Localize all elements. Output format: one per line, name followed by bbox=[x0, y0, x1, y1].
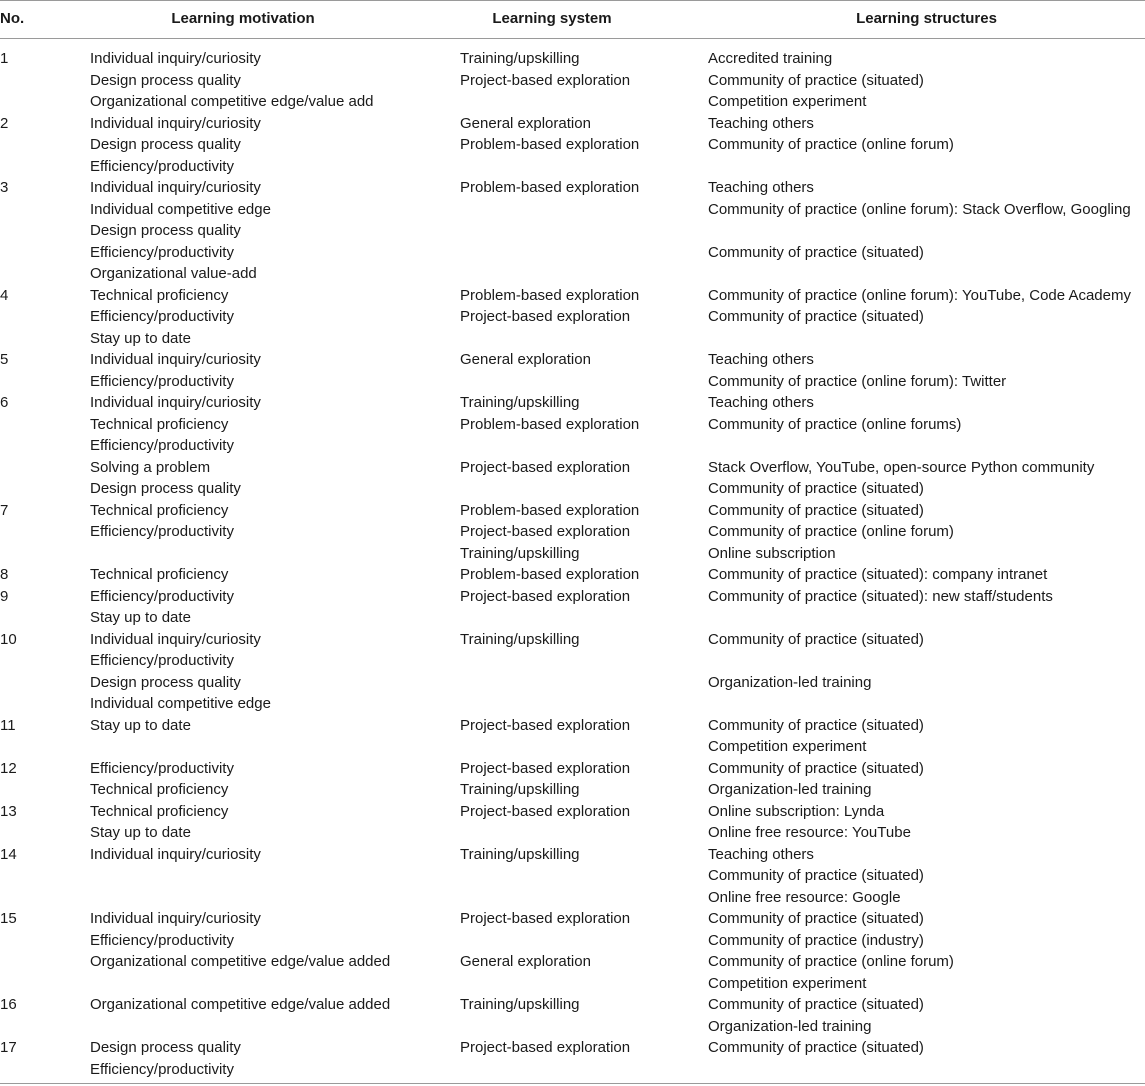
table-row bbox=[0, 113, 1145, 178]
cell-structures bbox=[708, 349, 1145, 392]
cell-line: Community of practice (situated) bbox=[708, 71, 924, 89]
cell-system bbox=[460, 177, 708, 285]
cell-line: General exploration bbox=[460, 953, 591, 970]
table-row bbox=[0, 801, 1145, 844]
table-row bbox=[0, 715, 1145, 758]
cell-line: Community of practice (situated) bbox=[708, 308, 924, 325]
header-learning-system: Learning system bbox=[492, 10, 612, 27]
row-number: 4 bbox=[0, 286, 9, 304]
cell-line: Project-based exploration bbox=[460, 587, 631, 605]
table-row bbox=[0, 349, 1145, 392]
cell-structures bbox=[708, 48, 1145, 113]
cell-line: Project-based exploration bbox=[460, 308, 631, 325]
row-number: 5 bbox=[0, 351, 9, 368]
cell-line: Competition experiment bbox=[708, 974, 867, 992]
cell-motivation bbox=[90, 908, 460, 994]
cell-structures bbox=[708, 586, 1145, 629]
cell-line: Community of practice (online forum) bbox=[708, 523, 954, 540]
cell-line: Community of practice (online forum) bbox=[708, 136, 954, 153]
row-number: 10 bbox=[0, 630, 17, 648]
cell-structures bbox=[708, 844, 1145, 909]
cell-line: Project-based exploration bbox=[460, 716, 631, 734]
table-row bbox=[0, 758, 1145, 801]
cell-line: Training/upskilling bbox=[460, 394, 580, 411]
row-number: 1 bbox=[0, 50, 9, 67]
cell-line: Online free resource: YouTube bbox=[708, 824, 911, 841]
table-body bbox=[0, 48, 1145, 1080]
cell-system bbox=[460, 113, 708, 178]
row-number: 8 bbox=[0, 566, 9, 583]
cell-line: Community of practice (situated) bbox=[708, 996, 924, 1013]
cell-no bbox=[0, 715, 90, 758]
cell-system bbox=[460, 564, 708, 586]
cell-line: Stay up to date bbox=[90, 609, 191, 626]
row-number: 6 bbox=[0, 394, 9, 411]
cell-line: Community of practice (situated) bbox=[708, 480, 924, 497]
cell-system bbox=[460, 844, 708, 909]
table-row bbox=[0, 500, 1145, 565]
cell-no bbox=[0, 629, 90, 715]
cell-system bbox=[460, 1037, 708, 1080]
cell-line: Efficiency/productivity bbox=[90, 308, 234, 325]
row-number: 14 bbox=[0, 845, 17, 863]
cell-line: Project-based exploration bbox=[460, 523, 631, 540]
cell-line: Project-based exploration bbox=[460, 802, 631, 820]
cell-line: Problem-based exploration bbox=[460, 501, 640, 519]
cell-line: Problem-based exploration bbox=[460, 415, 640, 433]
cell-line: Training/upskilling bbox=[460, 845, 580, 863]
cell-line: Design process quality bbox=[90, 673, 241, 691]
cell-motivation bbox=[90, 500, 460, 565]
cell-line: Community of practice (situated) bbox=[708, 759, 924, 777]
cell-line: Community of practice (online forums) bbox=[708, 415, 962, 433]
cell-line: Community of practice (situated) bbox=[708, 501, 924, 519]
cell-line: Community of practice (situated): company intranet bbox=[708, 566, 1048, 583]
cell-motivation bbox=[90, 715, 460, 758]
cell-line: Stack Overflow, YouTube, open-source Python community bbox=[708, 458, 1095, 476]
cell-line: Teaching others bbox=[708, 845, 814, 863]
cell-line: Efficiency/productivity bbox=[90, 652, 234, 669]
cell-line: Community of practice (situated) bbox=[708, 1039, 924, 1056]
cell-line: Organizational competitive edge/value added bbox=[90, 953, 391, 970]
cell-line: Training/upskilling bbox=[460, 50, 580, 67]
cell-line: Community of practice (industry) bbox=[708, 931, 924, 949]
row-number: 7 bbox=[0, 501, 9, 519]
cell-line: Efficiency/productivity bbox=[90, 1060, 234, 1078]
cell-line: Community of practice (situated): new staff/students bbox=[708, 587, 1053, 605]
cell-line: Teaching others bbox=[708, 179, 814, 196]
cell-structures bbox=[708, 801, 1145, 844]
cell-line: Individual inquiry/curiosity bbox=[90, 394, 261, 411]
cell-line: Accredited training bbox=[708, 50, 833, 67]
cell-no bbox=[0, 113, 90, 178]
cell-motivation bbox=[90, 586, 460, 629]
cell-system bbox=[460, 908, 708, 994]
cell-line: Design process quality bbox=[90, 480, 241, 497]
header-no: No. bbox=[0, 10, 25, 27]
cell-line: Online subscription bbox=[708, 544, 836, 562]
cell-structures bbox=[708, 564, 1145, 586]
cell-line bbox=[708, 435, 1145, 457]
cell-no bbox=[0, 908, 90, 994]
cell-line: Technical proficiency bbox=[90, 566, 229, 583]
row-number: 9 bbox=[0, 587, 9, 605]
cell-line: Online free resource: Google bbox=[708, 888, 901, 906]
cell-motivation bbox=[90, 994, 460, 1037]
cell-line: Design process quality bbox=[90, 136, 241, 153]
cell-line: Individual inquiry/curiosity bbox=[90, 630, 261, 648]
table-row bbox=[0, 629, 1145, 715]
cell-line: Individual competitive edge bbox=[90, 200, 271, 218]
table-row bbox=[0, 586, 1145, 629]
cell-motivation bbox=[90, 392, 460, 500]
cell-motivation bbox=[90, 177, 460, 285]
cell-line: Project-based exploration bbox=[460, 759, 631, 777]
cell-line: Technical proficiency bbox=[90, 781, 229, 798]
cell-line: Training/upskilling bbox=[460, 544, 580, 562]
cell-line: Design process quality bbox=[90, 222, 241, 239]
cell-structures bbox=[708, 113, 1145, 178]
cell-line: Individual inquiry/curiosity bbox=[90, 910, 261, 927]
cell-system bbox=[460, 629, 708, 715]
cell-line: Training/upskilling bbox=[460, 630, 580, 648]
cell-structures bbox=[708, 994, 1145, 1037]
cell-system bbox=[460, 500, 708, 565]
cell-system bbox=[460, 801, 708, 844]
cell-line: Stay up to date bbox=[90, 329, 191, 347]
cell-system bbox=[460, 994, 708, 1037]
cell-line: Project-based exploration bbox=[460, 458, 631, 476]
cell-line: Efficiency/productivity bbox=[90, 759, 234, 777]
cell-line: Competition experiment bbox=[708, 93, 867, 110]
cell-motivation bbox=[90, 349, 460, 392]
cell-no bbox=[0, 177, 90, 285]
cell-line: Individual competitive edge bbox=[90, 695, 271, 712]
cell-line: General exploration bbox=[460, 351, 591, 368]
cell-line: Technical proficiency bbox=[90, 802, 229, 820]
cell-line: Online subscription: Lynda bbox=[708, 802, 885, 820]
cell-line: Individual inquiry/curiosity bbox=[90, 179, 261, 196]
cell-no bbox=[0, 994, 90, 1037]
cell-structures bbox=[708, 715, 1145, 758]
cell-line: Community of practice (situated) bbox=[708, 630, 924, 648]
header-learning-motivation: Learning motivation bbox=[171, 10, 315, 27]
cell-system bbox=[460, 715, 708, 758]
cell-system bbox=[460, 349, 708, 392]
cell-structures bbox=[708, 500, 1145, 565]
cell-line: Efficiency/productivity bbox=[90, 931, 234, 949]
table-row bbox=[0, 908, 1145, 994]
cell-line: Efficiency/productivity bbox=[90, 157, 234, 175]
cell-line: Community of practice (online forum): Twitter bbox=[708, 372, 1007, 390]
row-number: 16 bbox=[0, 996, 17, 1013]
cell-line: Community of practice (situated) bbox=[708, 910, 924, 927]
cell-no bbox=[0, 844, 90, 909]
cell-line: Stay up to date bbox=[90, 716, 191, 734]
table-row bbox=[0, 48, 1145, 113]
cell-motivation bbox=[90, 48, 460, 113]
cell-line: Project-based exploration bbox=[460, 71, 631, 89]
row-number: 11 bbox=[0, 716, 16, 734]
cell-line: Problem-based exploration bbox=[460, 286, 640, 304]
table-row bbox=[0, 285, 1145, 350]
cell-motivation bbox=[90, 285, 460, 350]
cell-motivation bbox=[90, 629, 460, 715]
cell-motivation bbox=[90, 758, 460, 801]
cell-line: Stay up to date bbox=[90, 824, 191, 841]
cell-line: Project-based exploration bbox=[460, 1039, 631, 1056]
cell-line: Problem-based exploration bbox=[460, 566, 640, 583]
row-number: 12 bbox=[0, 759, 17, 777]
cell-line: Competition experiment bbox=[708, 738, 867, 755]
cell-structures bbox=[708, 1037, 1145, 1080]
cell-line bbox=[460, 435, 708, 457]
cell-line: General exploration bbox=[460, 114, 591, 132]
cell-line: Organizational value-add bbox=[90, 265, 257, 282]
cell-line: Technical proficiency bbox=[90, 286, 229, 304]
cell-system bbox=[460, 758, 708, 801]
table-row bbox=[0, 994, 1145, 1037]
cell-structures bbox=[708, 758, 1145, 801]
cell-line: Community of practice (online forum): Stack Overflow, Googling bbox=[708, 200, 1131, 218]
table-row bbox=[0, 1037, 1145, 1080]
cell-motivation bbox=[90, 564, 460, 586]
header-learning-structures: Learning structures bbox=[856, 10, 997, 27]
cell-line: Project-based exploration bbox=[460, 910, 631, 927]
table-row bbox=[0, 564, 1145, 586]
cell-line bbox=[708, 220, 1145, 242]
table-row bbox=[0, 844, 1145, 909]
cell-no bbox=[0, 758, 90, 801]
cell-line: Efficiency/productivity bbox=[90, 437, 234, 454]
cell-line: Organizational competitive edge/value added bbox=[90, 996, 391, 1013]
cell-no bbox=[0, 586, 90, 629]
cell-line: Individual inquiry/curiosity bbox=[90, 351, 261, 368]
cell-line: Community of practice (situated) bbox=[708, 867, 924, 884]
cell-line: Technical proficiency bbox=[90, 415, 229, 433]
row-number: 17 bbox=[0, 1039, 17, 1056]
cell-line: Community of practice (situated) bbox=[708, 243, 924, 261]
cell-line: Individual inquiry/curiosity bbox=[90, 845, 261, 863]
cell-no bbox=[0, 564, 90, 586]
cell-line: Problem-based exploration bbox=[460, 179, 640, 196]
cell-no bbox=[0, 801, 90, 844]
cell-system bbox=[460, 48, 708, 113]
cell-line: Efficiency/productivity bbox=[90, 523, 234, 540]
cell-line: Community of practice (online forum): YouTube, Code Academy bbox=[708, 286, 1131, 304]
cell-line: Organization-led training bbox=[708, 1017, 872, 1035]
table-row bbox=[0, 392, 1145, 500]
cell-line: Design process quality bbox=[90, 71, 241, 89]
cell-system bbox=[460, 285, 708, 350]
cell-line bbox=[708, 650, 1145, 672]
cell-structures bbox=[708, 392, 1145, 500]
cell-line: Design process quality bbox=[90, 1039, 241, 1056]
table-row bbox=[0, 177, 1145, 285]
cell-no bbox=[0, 500, 90, 565]
cell-line: Organization-led training bbox=[708, 673, 872, 691]
cell-no bbox=[0, 349, 90, 392]
cell-line: Community of practice (situated) bbox=[708, 716, 924, 734]
cell-system bbox=[460, 392, 708, 500]
cell-line: Community of practice (online forum) bbox=[708, 953, 954, 970]
cell-line: Efficiency/productivity bbox=[90, 587, 234, 605]
row-number: 2 bbox=[0, 114, 9, 132]
cell-motivation bbox=[90, 801, 460, 844]
cell-line: Teaching others bbox=[708, 351, 814, 368]
cell-motivation bbox=[90, 844, 460, 909]
cell-line: Technical proficiency bbox=[90, 501, 229, 519]
table-bottom-rule bbox=[0, 1083, 1145, 1084]
row-number: 3 bbox=[0, 179, 9, 196]
cell-line: Organizational competitive edge/value add bbox=[90, 93, 374, 110]
cell-motivation bbox=[90, 113, 460, 178]
cell-structures bbox=[708, 177, 1145, 285]
row-number: 13 bbox=[0, 802, 17, 820]
cell-line: Solving a problem bbox=[90, 458, 211, 476]
cell-line: Training/upskilling bbox=[460, 781, 580, 798]
cell-structures bbox=[708, 285, 1145, 350]
cell-line: Teaching others bbox=[708, 394, 814, 411]
cell-motivation bbox=[90, 1037, 460, 1080]
cell-line: Teaching others bbox=[708, 114, 814, 132]
row-number: 15 bbox=[0, 910, 17, 927]
cell-line: Problem-based exploration bbox=[460, 136, 640, 153]
cell-line: Individual inquiry/curiosity bbox=[90, 114, 261, 132]
cell-no bbox=[0, 285, 90, 350]
cell-line bbox=[460, 930, 708, 952]
cell-system bbox=[460, 586, 708, 629]
cell-line: Efficiency/productivity bbox=[90, 372, 234, 390]
cell-line: Efficiency/productivity bbox=[90, 243, 234, 261]
cell-no bbox=[0, 392, 90, 500]
cell-structures bbox=[708, 908, 1145, 994]
cell-no bbox=[0, 48, 90, 113]
cell-no bbox=[0, 1037, 90, 1080]
header-rule bbox=[0, 38, 1145, 39]
cell-line: Organization-led training bbox=[708, 781, 872, 798]
cell-structures bbox=[708, 629, 1145, 715]
cell-line: Individual inquiry/curiosity bbox=[90, 50, 261, 67]
cell-line: Training/upskilling bbox=[460, 996, 580, 1013]
